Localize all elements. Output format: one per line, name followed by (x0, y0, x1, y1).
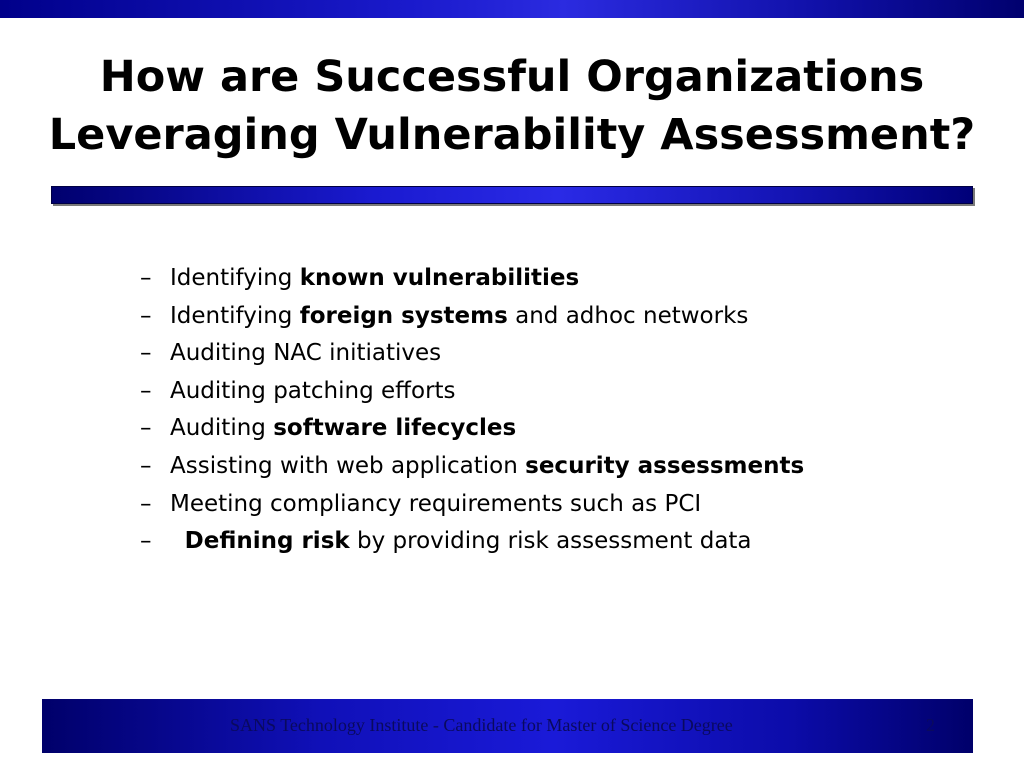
item-text: Meeting compliancy requirements such as PCI (170, 490, 702, 517)
dash-bullet: – (140, 490, 152, 517)
footer-caption: SANS Technology Institute - Candidate for Master of Science Degree (230, 715, 733, 735)
list-item (140, 523, 970, 561)
page-number: 2 (926, 715, 935, 735)
list-item (140, 335, 970, 373)
item-text: Auditing (170, 415, 274, 442)
item-text: Assisting with web application (170, 452, 526, 479)
list-item (140, 448, 970, 486)
dash-bullet: – (140, 415, 152, 442)
item-text-tail: by providing risk assessment data (349, 528, 752, 555)
list-item (140, 298, 970, 336)
title-underline-bar (51, 186, 973, 204)
item-text: Auditing NAC initiatives (170, 340, 442, 367)
list-item (140, 373, 970, 411)
item-emphasis: foreign systems (299, 302, 508, 329)
slide-title (0, 48, 1024, 164)
item-emphasis: software lifecycles (273, 415, 517, 442)
item-text (170, 528, 185, 554)
item-text: Auditing patching efforts (170, 377, 456, 404)
item-text: Identifying (170, 302, 300, 329)
item-emphasis: known vulnerabilities (299, 265, 580, 291)
list-item (140, 486, 970, 524)
dash-bullet: – (140, 377, 152, 404)
top-decorative-bar (0, 0, 1024, 18)
item-text: Identifying (170, 265, 300, 291)
list-item (140, 410, 970, 448)
item-emphasis: Defining risk (184, 528, 350, 555)
dash-bullet: – (140, 340, 152, 367)
dash-bullet: – (140, 302, 152, 329)
item-text-tail: and adhoc networks (507, 302, 749, 329)
list-item (140, 260, 970, 298)
dash-bullet: – (140, 452, 152, 479)
footer-bar (42, 699, 973, 753)
dash-bullet: – (140, 265, 152, 291)
item-emphasis: security assessments (525, 452, 805, 479)
title-line-1: How are Successful Organizations (99, 52, 925, 102)
bullet-list (140, 260, 970, 561)
title-line-2: Leveraging Vulnerability Assessment? (48, 110, 976, 160)
dash-bullet: – (140, 528, 152, 555)
